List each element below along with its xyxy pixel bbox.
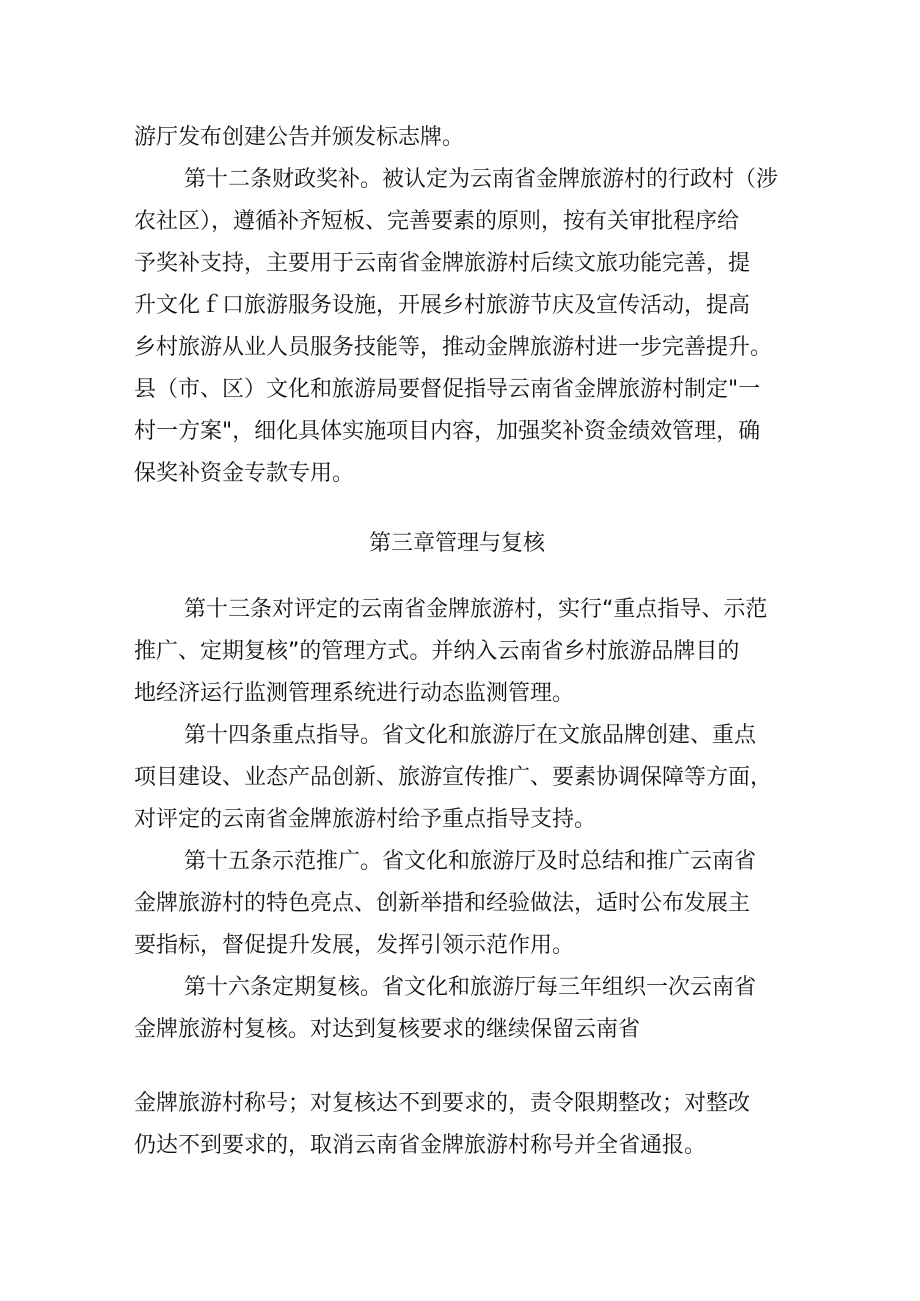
paragraph-start-line: 第十三条对评定的云南省金牌旅游村，实行“重点指导、示范 [184, 597, 768, 622]
text-line: 仍达不到要求的，取消云南省金牌旅游村称号并全省通报。 [134, 1133, 707, 1158]
text-line: 升文化ｆ口旅游服务设施，开展乡村旅游节庆及宣传活动，提高 [134, 293, 751, 318]
text-line: 保奖补资金专款专用。 [134, 461, 355, 486]
text-line: 要指标，督促提升发展，发挥引领示范作用。 [134, 933, 575, 958]
paragraph-start-line: 第十二条财政奖补。被认定为云南省金牌旅游村的行政村（涉 [184, 167, 779, 192]
text-line: 乡村旅游从业人员服务技能等，推动金牌旅游村进一步完善提升。 [134, 335, 773, 360]
text-line: 金牌旅游村复核。对达到复核要求的继续保留云南省 [134, 1017, 641, 1042]
chapter-heading: 第三章管理与复核 [369, 531, 546, 556]
text-line: 推广、定期复核”的管理方式。并纳入云南省乡村旅游品牌目的 [134, 639, 740, 664]
paragraph-start-line: 第十六条定期复核。省文化和旅游厅每三年组织一次云南省 [184, 975, 757, 1000]
text-line: 项目建设、业态产品创新、旅游宣传推广、要素协调保障等方面， [134, 765, 773, 790]
text-line: 游厅发布创建公告并颁发标志牌。 [134, 125, 465, 150]
text-line: 地经济运行监测管理系统进行动态监测管理。 [134, 681, 575, 706]
text-line: 县（市、区）文化和旅游局要督促指导云南省金牌旅游村制定"一 [134, 377, 761, 402]
text-line: 予奖补支持，主要用于云南省金牌旅游村后续文旅功能完善，提 [134, 251, 751, 276]
paragraph-start-line: 第十四条重点指导。省文化和旅游厅在文旅品牌创建、重点 [184, 723, 757, 748]
text-line: 村一方案"，细化具体实施项目内容，加强奖补资金绩效管理，确 [134, 419, 761, 444]
text-line: 金牌旅游村称号；对复核达不到要求的，责令限期整改；对整改 [134, 1091, 751, 1116]
text-line: 金牌旅游村的特色亮点、创新举措和经验做法，适时公布发展主 [134, 891, 751, 916]
text-line: 对评定的云南省金牌旅游村给予重点指导支持。 [134, 807, 597, 832]
paragraph-start-line: 第十五条示范推广。省文化和旅游厅及时总结和推广云南省 [184, 849, 757, 874]
text-line: 农社区），遵循补齐短板、完善要素的原则，按有关审批程序给 [134, 209, 740, 234]
